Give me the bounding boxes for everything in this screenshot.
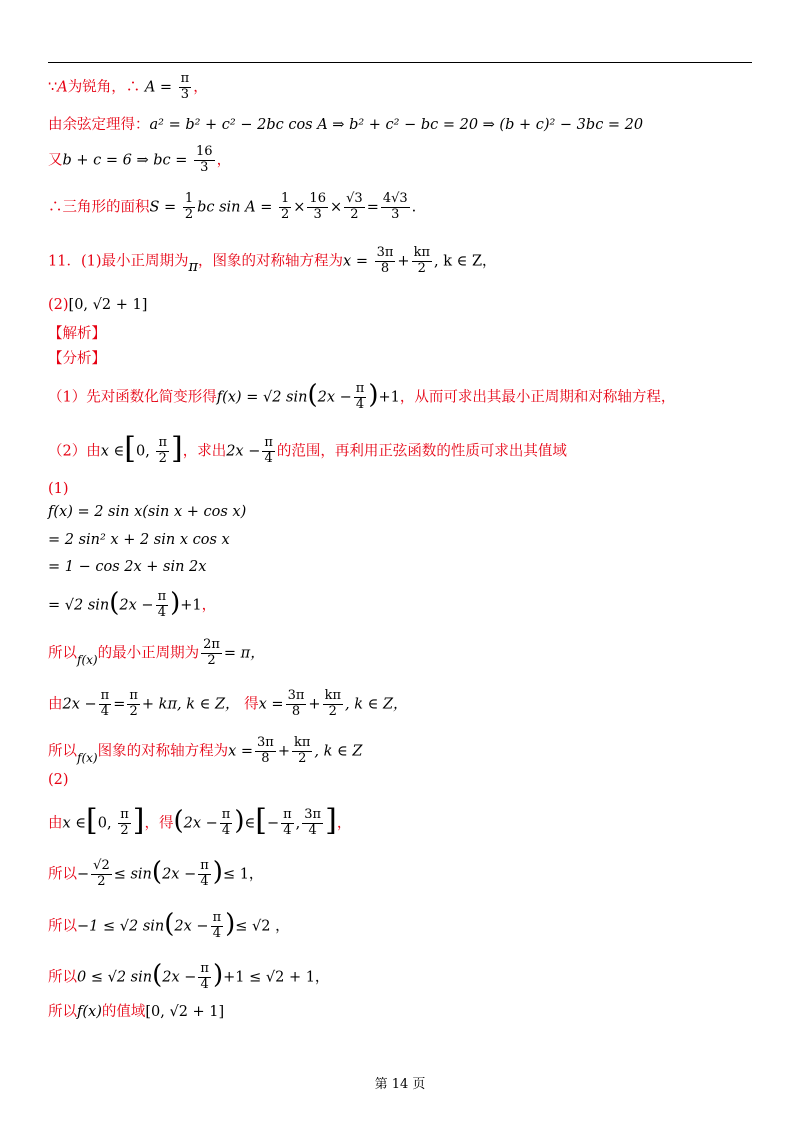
axis-result-line: 所以$_{f(x)}$图象的对称轴方程为x = $\frac{3\pi}{8}$ + $\frac{k\pi}{2}$ , k ∈ Z [48, 735, 363, 766]
step-1: f(x) = 2 sin x(sin x + cos x) [48, 504, 247, 520]
range-line-1: 由x ∈[0, $\frac{\pi}{2}$ ]，得(2x − $\frac{\pi}{4}$ )∈[− $\frac{\pi}{4}$ , $\frac{3\pi}{4}$ ]， [48, 803, 352, 839]
range-line-3: 所以−1 ≤ √2 sin(2x − $\frac{\pi}{4}$ )≤ √2 ， [48, 909, 290, 941]
part-2-label: (2) [48, 772, 69, 788]
solution-line-1: ∵A为锐角，∴ A = $\frac{\pi}{3}$ ， [48, 71, 208, 102]
answer-11-1: 11．(1)最小正周期为π，图象的对称轴方程为x = $\frac{3\pi}{8}$ + $\frac{k\pi}{2}$ , k ∈ Z， [48, 245, 497, 276]
section-jiexi: 【解析】 [48, 326, 106, 342]
solution-line-2: 由余弦定理得：a² = b² + c² − 2bc cos A ⇒ b² + c² − bc = 20 ⇒ (b + c)² − 3bc = 20 [48, 117, 644, 133]
range-line-4: 所以0 ≤ √2 sin(2x − $\frac{\pi}{4}$ )+1 ≤ √2 + 1， [48, 960, 330, 992]
analysis-line-1: （1）先对函数化简变形得f(x) = √2 sin(2x − $\frac{\pi}{4}$ )+1，从而可求出其最小正周期和对称轴方程， [48, 380, 676, 412]
step-4: = √2 sin(2x − $\frac{\pi}{4}$ )+1， [48, 588, 217, 620]
analysis-line-2: （2）由x ∈[0, $\frac{\pi}{2}$ ]，求出2x − $\frac{\pi}{4}$ 的范围，再利用正弦函数的性质可求出其值域 [48, 431, 567, 467]
range-line-2: 所以− $\frac{√2}{2}$ ≤ sin(2x − $\frac{\pi}{4}$ )≤ 1， [48, 857, 264, 889]
part-1-label: (1) [48, 481, 69, 497]
answer-11-2: (2)[0, √2 + 1] [48, 297, 148, 313]
section-fenxi: 【分析】 [48, 351, 106, 367]
solution-line-4: ∴三角形的面积S = $\frac{1}{2}$ bc sin A = $\frac{1}{2}$ × $\frac{16}{3}$ × $\frac{√3}{2}$ = $\frac{4√3}{3}$ . [48, 191, 417, 222]
solution-line-3: 又b + c = 6 ⇒ bc = $\frac{16}{3}$ ， [48, 144, 232, 175]
period-line: 所以$_{f(x)}$的最小正周期为 $\frac{2\pi}{2}$ = π， [48, 637, 265, 668]
page-number: 第 14 页 [374, 1077, 426, 1092]
header-rule [48, 62, 752, 63]
range-result-line: 所以f(x)的值域[0, √2 + 1] [48, 1004, 225, 1020]
step-3: = 1 − cos 2x + sin 2x [48, 559, 207, 575]
step-2: = 2 sin² x + 2 sin x cos x [48, 532, 230, 548]
axis-derivation-line: 由2x − $\frac{\pi}{4}$ = $\frac{\pi}{2}$ + kπ, k ∈ Z， 得x = $\frac{3\pi}{8}$ + $\frac{k\pi}{2}$ , k ∈ Z， [48, 688, 408, 719]
